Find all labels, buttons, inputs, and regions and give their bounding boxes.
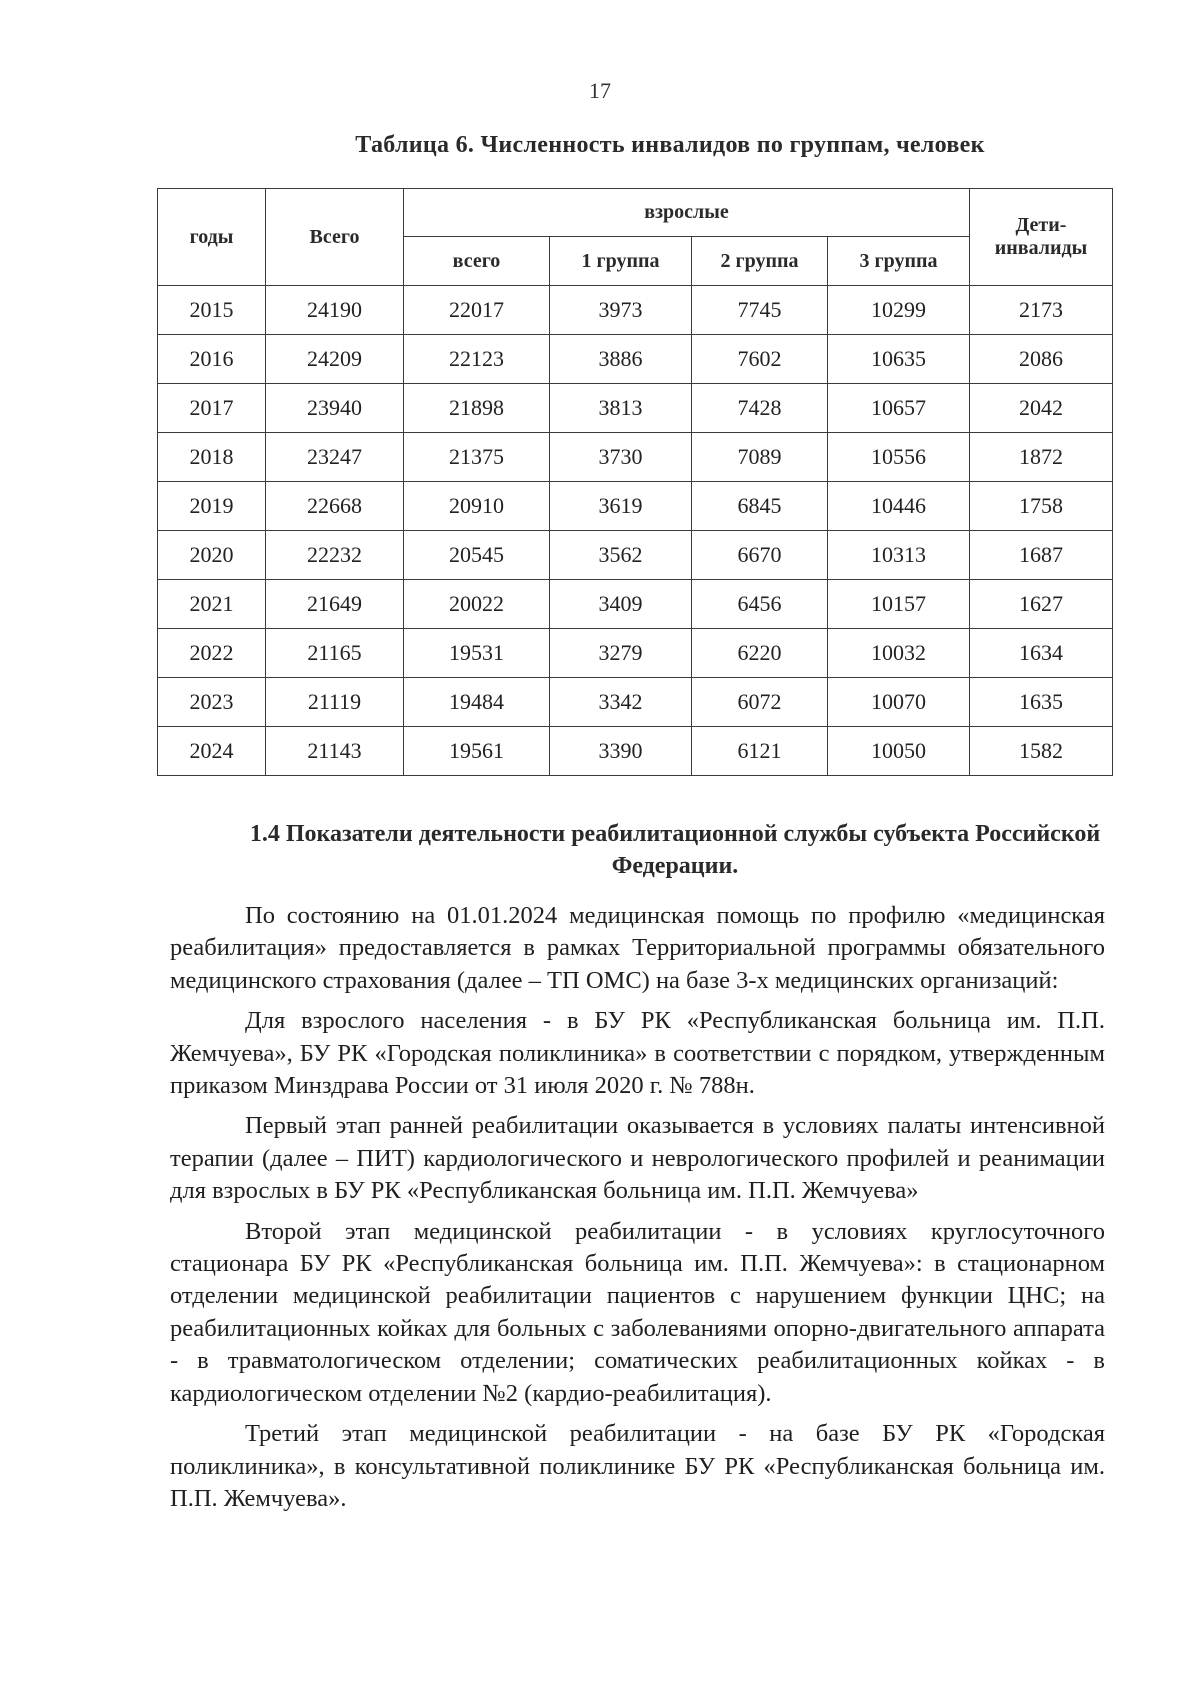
table-cell: 1627 [970,580,1113,629]
table-cell: 10157 [828,580,970,629]
table-cell: 10050 [828,727,970,776]
table-cell: 2016 [158,335,266,384]
table-cell: 1758 [970,482,1113,531]
header-group1: 1 группа [550,237,692,286]
table-cell: 2024 [158,727,266,776]
table-row [158,433,1113,482]
table-cell: 2018 [158,433,266,482]
table-cell: 19561 [404,727,550,776]
table-cell: 3279 [550,629,692,678]
table-row [158,580,1113,629]
table-cell: 3409 [550,580,692,629]
table-cell: 7089 [692,433,828,482]
table-cell: 2020 [158,531,266,580]
table-cell: 3390 [550,727,692,776]
table-cell: 6845 [692,482,828,531]
table-cell: 2015 [158,286,266,335]
table-cell: 10070 [828,678,970,727]
table-cell: 6121 [692,727,828,776]
table-cell: 19484 [404,678,550,727]
table-cell: 21165 [266,629,404,678]
table-cell: 23247 [266,433,404,482]
table-cell: 2017 [158,384,266,433]
table-cell: 2042 [970,384,1113,433]
page-number: 17 [589,78,611,103]
table-cell: 1687 [970,531,1113,580]
table-cell: 10635 [828,335,970,384]
table-cell: 21649 [266,580,404,629]
table-cell: 10657 [828,384,970,433]
table-cell: 3730 [550,433,692,482]
section-heading: 1.4 Показатели деятельности реабилитационной службы субъекта Российской Федерации. [249,821,1101,879]
disability-table [157,188,1113,776]
table-cell: 2021 [158,580,266,629]
table-cell: 3619 [550,482,692,531]
paragraph: Для взрослого населения - в БУ РК «Республиканская больница им. П.П. Жемчуева», БУ РК «Городская поликлиника» в соответствии с порядком, утвержденным приказом Минздрава России от 31 июля 2020 г. № 788н. [170,1007,1105,1100]
table-body [158,286,1113,776]
table-cell: 7602 [692,335,828,384]
header-group3: 3 группа [828,237,970,286]
header-adults-total: всего [404,237,550,286]
table-cell: 7745 [692,286,828,335]
body-text [170,900,1105,1523]
table-cell: 3886 [550,335,692,384]
table-row [158,384,1113,433]
header-adults: взрослые [404,189,970,237]
table-cell: 20910 [404,482,550,531]
table-cell: 20022 [404,580,550,629]
table-row [158,531,1113,580]
table-cell: 2022 [158,629,266,678]
table-cell: 1635 [970,678,1113,727]
table-cell: 3973 [550,286,692,335]
table-cell: 1872 [970,433,1113,482]
table-cell: 1634 [970,629,1113,678]
table-cell: 22232 [266,531,404,580]
table-cell: 7428 [692,384,828,433]
table-cell: 2173 [970,286,1113,335]
header-group2: 2 группа [692,237,828,286]
table-cell: 10556 [828,433,970,482]
table-row [158,629,1113,678]
table-cell: 21898 [404,384,550,433]
table-row [158,286,1113,335]
table-cell: 22123 [404,335,550,384]
header-children: Дети-инвалиды [970,189,1113,286]
table-cell: 3562 [550,531,692,580]
table-cell: 3342 [550,678,692,727]
table-cell: 20545 [404,531,550,580]
paragraph: Второй этап медицинской реабилитации - в условиях круглосуточного стационара БУ РК «Республиканская больница им. П.П. Жемчуева»: в стационарном отделении медицинской реабилитации пациентов с нарушением функции ЦНС; на реабилитационных койках для больных с заболеваниями опорно-двигательного аппарата - в травматологическом отделении; соматических реабилитационных койках - в кардиологическом отделении №2 (кардио-реабилитация). [170,1217,1105,1407]
table-cell: 21375 [404,433,550,482]
table-cell: 6670 [692,531,828,580]
table-cell: 6220 [692,629,828,678]
table-cell: 19531 [404,629,550,678]
table-cell: 22668 [266,482,404,531]
table-cell: 21143 [266,727,404,776]
table-row [158,727,1113,776]
paragraph: По состоянию на 01.01.2024 медицинская помощь по профилю «медицинская реабилитация» предоставляется в рамках Территориальной программы обязательного медицинского страхования (далее – ТП ОМС) на базе 3-х медицинских организаций: [170,902,1105,994]
table-row [158,482,1113,531]
paragraph: Третий этап медицинской реабилитации - на базе БУ РК «Городская поликлиника», в консультативной поликлинике БУ РК «Республиканская больница им. П.П. Жемчуева». [170,1420,1105,1512]
table-cell: 24190 [266,286,404,335]
table-cell: 1582 [970,727,1113,776]
header-years: годы [158,189,266,286]
table-cell: 21119 [266,678,404,727]
table-cell: 2019 [158,482,266,531]
table-cell: 10299 [828,286,970,335]
table-cell: 2086 [970,335,1113,384]
table-row [158,678,1113,727]
table-cell: 6072 [692,678,828,727]
table-title: Таблица 6. Численность инвалидов по группам, человек [355,132,985,158]
table-cell: 6456 [692,580,828,629]
paragraph: Первый этап ранней реабилитации оказывается в условиях палаты интенсивной терапии (далее – ПИТ) кардиологического и неврологического профилей и реанимации для взрослых в БУ РК «Республиканская больница им. П.П. Жемчуева» [170,1112,1105,1205]
table-cell: 24209 [266,335,404,384]
table-row [158,335,1113,384]
table-cell: 23940 [266,384,404,433]
table-cell: 10446 [828,482,970,531]
table-cell: 2023 [158,678,266,727]
table-cell: 3813 [550,384,692,433]
table-cell: 10313 [828,531,970,580]
table-cell: 10032 [828,629,970,678]
header-total: Всего [266,189,404,286]
table-cell: 22017 [404,286,550,335]
